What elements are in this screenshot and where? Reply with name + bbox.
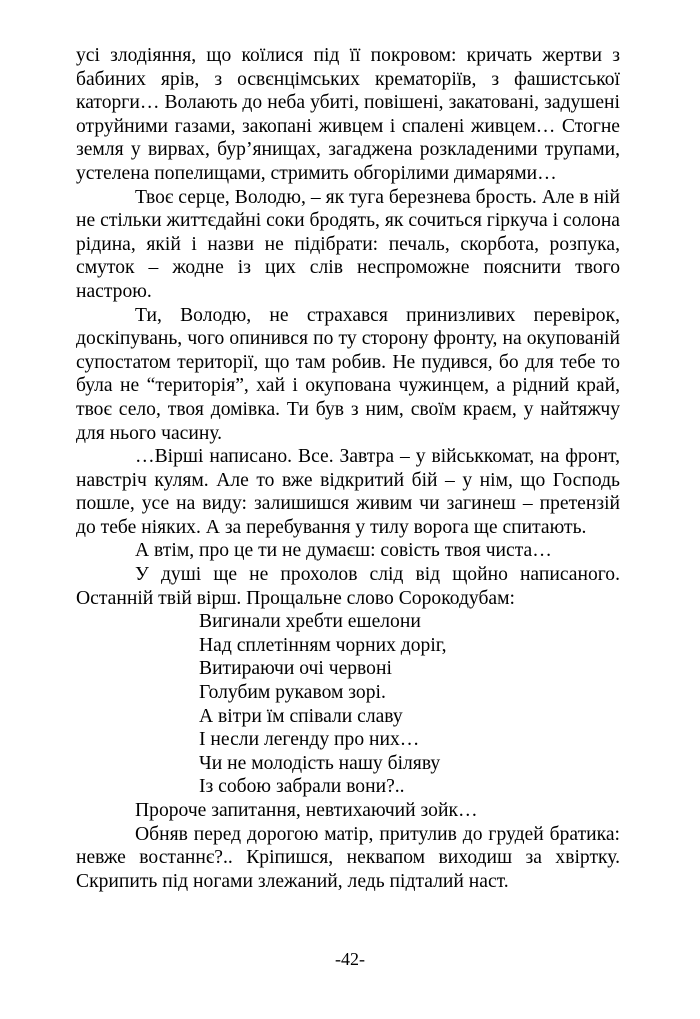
page-number: -42- bbox=[335, 949, 365, 969]
verse-line: І несли легенду про них… bbox=[199, 729, 420, 751]
verse-line: Із собою забрали вони?.. bbox=[199, 776, 405, 798]
paragraph: Пророче запитання, невтихаючий зойк… bbox=[135, 800, 478, 821]
verse-line: Чи не молодість нашу біляву bbox=[199, 752, 441, 774]
page-body bbox=[76, 44, 620, 893]
verse-line: Вигинали хребти ешелони bbox=[199, 611, 421, 633]
paragraph: Ти, Володю, не страхався принизливих перевірок, доскіпувань, чого опинився по ту сторону фронту, на окупованій супостатом території, що там робив. Не пудився, бо для тебе то була не “територія”, хай і окупована чужинцем, а рідний край, твоє село, твоя домівка. Ти був з ним, своїм краєм, у найтяжчу для нього часину. bbox=[76, 304, 620, 444]
paragraph: А втім, про це ти не думаєш: совість твоя чиста… bbox=[135, 540, 552, 562]
poem-verse bbox=[199, 610, 620, 799]
paragraph: усі злодіяння, що коїлися під її покровом: кричать жертви з бабиних ярів, з освєнцімських крематоріїв, з фашистської каторги… Волають до неба убиті, повішені, закатовані, задушені отруйними газами, закопані живцем і спалені живцем… Стогне земля у вирвах, бур’янищах, загаджена розкладеними трупами, устелена попелищами, стримить обгорілими димарями… bbox=[76, 45, 620, 184]
verse-line: Голубим рукавом зорі. bbox=[199, 682, 386, 704]
paragraph: У душі ще не прохолов слід від щойно написаного. Останній твій вірш. Прощальне слово Сорокодубам: bbox=[76, 564, 620, 609]
verse-line: Витираючи очі червоні bbox=[199, 658, 392, 680]
verse-line: Над сплетінням чорних доріг, bbox=[199, 634, 447, 656]
paragraph: Твоє серце, Володю, – як туга березнева брость. Але в ній не стільки життєдайні соки бродять, як сочиться гіркуча і солона рідина, якій і назви не підібрати: печаль, скорбота, розпука, смуток – жодне із цих слів неспроможне пояснити твого настрою. bbox=[76, 186, 620, 302]
paragraph: …Вірші написано. Все. Завтра – у військкомат, на фронт, навстріч кулям. Але то вже відкритий бій – у нім, що Господь пошле, усе на виду: залишишся живим чи загинеш – претензій до тебе ніяких. А за перебування у тилу ворога ще спитають. bbox=[76, 446, 620, 538]
verse-line: А вітри їм співали славу bbox=[199, 705, 403, 727]
paragraph: Обняв перед дорогою матір, притулив до грудей братика: невже востаннє?.. Кріпишся, неквапом виходиш за хвіртку. Скрипить під ногами злежаний, ледь підталий наст. bbox=[76, 823, 620, 892]
